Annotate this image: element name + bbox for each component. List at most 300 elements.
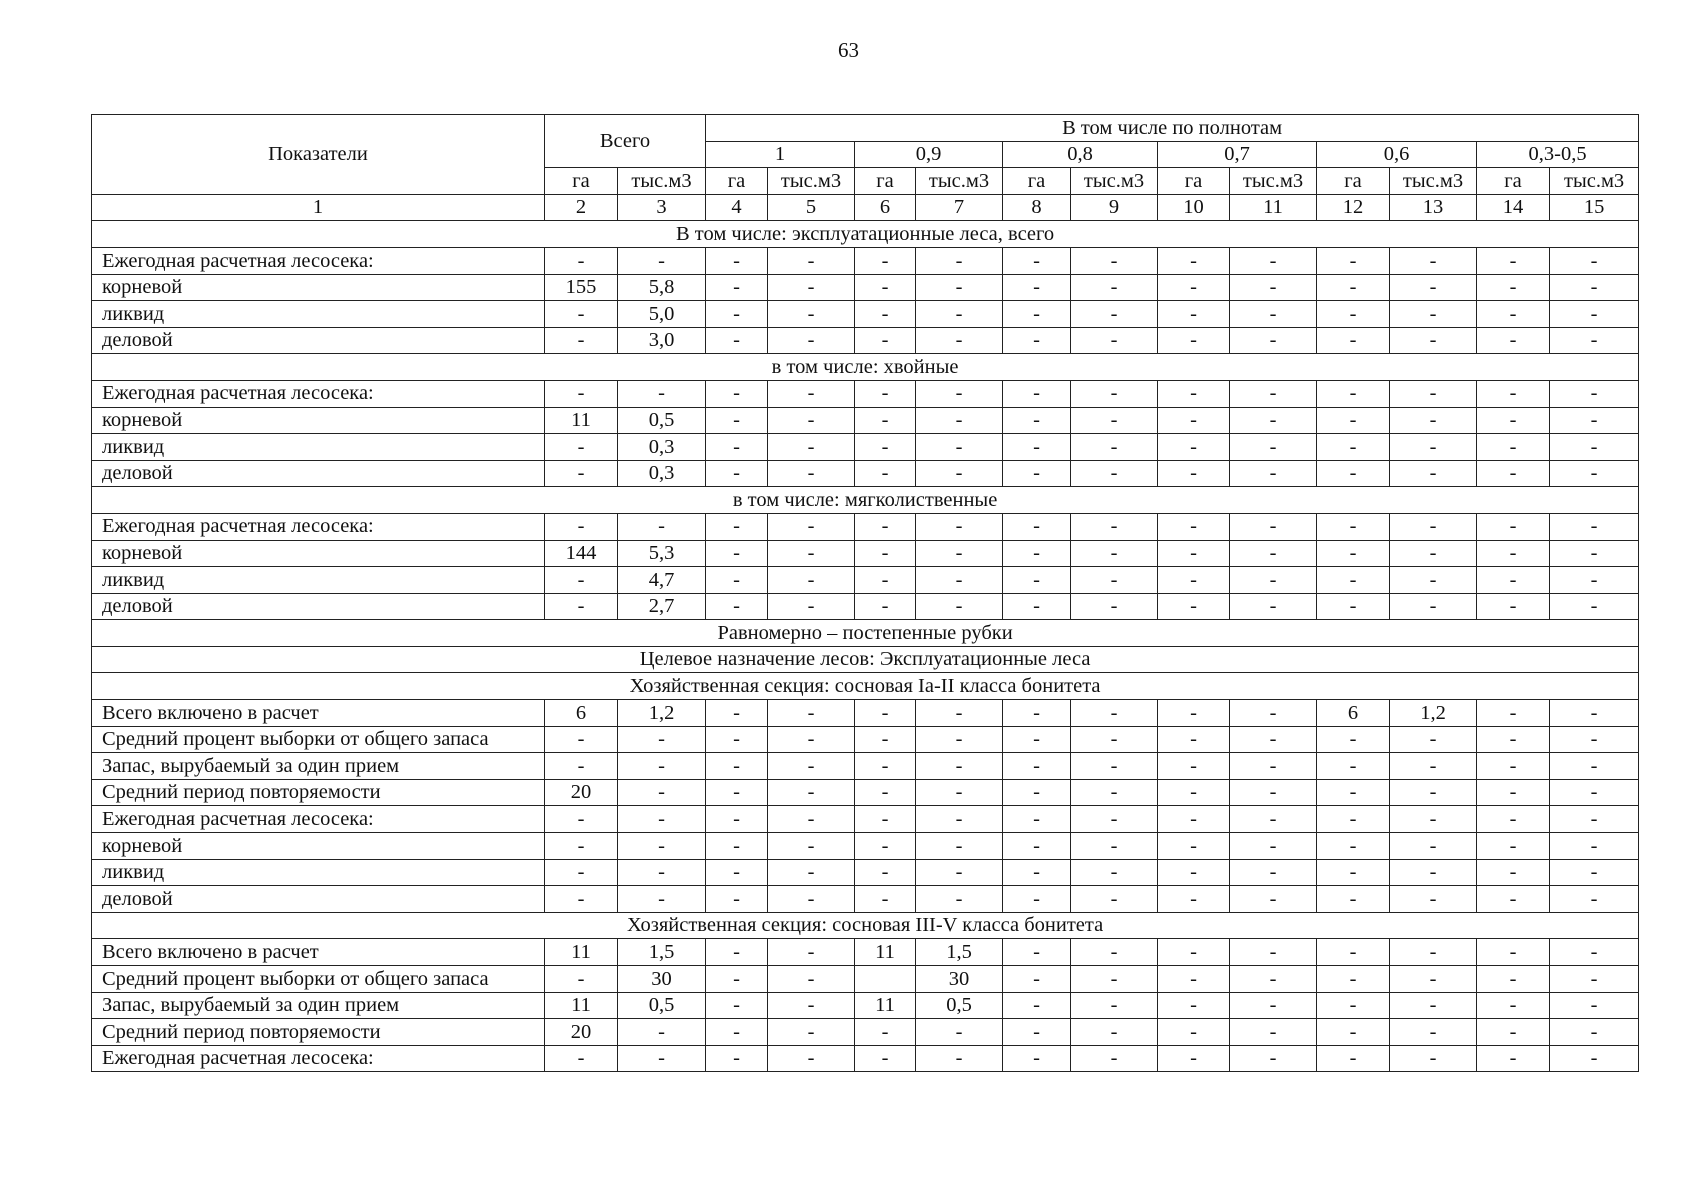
- table-cell: -: [768, 700, 855, 727]
- section-header-row: [92, 620, 1639, 647]
- table-cell: -: [1071, 380, 1158, 407]
- column-number: 2: [545, 194, 618, 221]
- table-row: [92, 833, 1639, 860]
- table-cell: -: [1550, 753, 1639, 780]
- unit-volume: тыс.м3: [1550, 168, 1639, 195]
- table-cell: 30: [916, 966, 1003, 993]
- row-label: Средний период повторяемости: [92, 1019, 545, 1046]
- table-cell: -: [916, 700, 1003, 727]
- column-number: 13: [1390, 194, 1477, 221]
- table-cell: -: [1477, 593, 1550, 620]
- table-cell: -: [1550, 434, 1639, 461]
- table-cell: -: [1071, 700, 1158, 727]
- row-label: Ежегодная расчетная лесосека:: [92, 513, 545, 540]
- table-cell: -: [1003, 992, 1071, 1019]
- table-cell: -: [1071, 327, 1158, 354]
- table-cell: -: [1550, 966, 1639, 993]
- table-cell: -: [1550, 1045, 1639, 1072]
- table-cell: -: [1390, 540, 1477, 567]
- table-cell: -: [1550, 886, 1639, 913]
- table-cell: -: [916, 434, 1003, 461]
- table-cell: -: [1550, 460, 1639, 487]
- row-label: корневой: [92, 274, 545, 301]
- table-cell: -: [1550, 247, 1639, 274]
- table-cell: -: [916, 753, 1003, 780]
- header-indicator: Показатели: [92, 115, 545, 195]
- table-cell: -: [706, 327, 768, 354]
- header-density: 0,7: [1158, 141, 1317, 168]
- unit-area: га: [1158, 168, 1230, 195]
- table-cell: 0,5: [618, 407, 706, 434]
- table-cell: 11: [545, 939, 618, 966]
- table-cell: -: [1317, 1045, 1390, 1072]
- column-number: 14: [1477, 194, 1550, 221]
- table-cell: -: [916, 327, 1003, 354]
- section-header-row: [92, 673, 1639, 700]
- table-cell: -: [1317, 779, 1390, 806]
- table-cell: -: [1230, 859, 1317, 886]
- table-cell: -: [1071, 726, 1158, 753]
- table-cell: -: [1071, 274, 1158, 301]
- table-cell: -: [1230, 247, 1317, 274]
- table-cell: -: [1158, 274, 1230, 301]
- table-cell: -: [1550, 939, 1639, 966]
- table-cell: -: [1390, 753, 1477, 780]
- row-label: ликвид: [92, 434, 545, 461]
- table-cell: -: [1003, 939, 1071, 966]
- table-cell: -: [1003, 567, 1071, 594]
- table-cell: -: [916, 247, 1003, 274]
- table-cell: -: [706, 513, 768, 540]
- table-cell: -: [916, 593, 1003, 620]
- table-row: [92, 540, 1639, 567]
- table-cell: -: [768, 567, 855, 594]
- table-row: [92, 593, 1639, 620]
- table-cell: -: [768, 1045, 855, 1072]
- table-cell: -: [855, 247, 916, 274]
- table-cell: -: [768, 540, 855, 567]
- table-cell: -: [545, 753, 618, 780]
- table-cell: -: [1071, 247, 1158, 274]
- table-cell: -: [768, 460, 855, 487]
- table-cell: -: [916, 540, 1003, 567]
- header-density: 0,8: [1003, 141, 1158, 168]
- table-cell: -: [768, 327, 855, 354]
- table-cell: -: [1390, 966, 1477, 993]
- table-cell: -: [545, 833, 618, 860]
- table-cell: -: [1158, 966, 1230, 993]
- table-cell: -: [1477, 380, 1550, 407]
- table-cell: -: [1158, 247, 1230, 274]
- table-cell: -: [1003, 726, 1071, 753]
- table-cell: -: [618, 380, 706, 407]
- table-cell: -: [1477, 1019, 1550, 1046]
- table-cell: 20: [545, 1019, 618, 1046]
- table-cell: -: [855, 806, 916, 833]
- table-row: [92, 301, 1639, 328]
- table-cell: -: [855, 380, 916, 407]
- table-cell: -: [1230, 407, 1317, 434]
- table-cell: -: [1003, 833, 1071, 860]
- table-cell: -: [1390, 726, 1477, 753]
- table-row: [92, 886, 1639, 913]
- table-cell: -: [855, 513, 916, 540]
- column-number: 11: [1230, 194, 1317, 221]
- table-cell: -: [706, 806, 768, 833]
- table-cell: -: [768, 939, 855, 966]
- table-cell: -: [545, 460, 618, 487]
- table-cell: -: [1390, 567, 1477, 594]
- table-cell: -: [1230, 434, 1317, 461]
- table-cell: -: [1477, 407, 1550, 434]
- table-cell: -: [1317, 1019, 1390, 1046]
- section-title: В том числе: эксплуатационные леса, всего: [92, 221, 1639, 248]
- table-cell: -: [1003, 407, 1071, 434]
- table-cell: -: [618, 886, 706, 913]
- table-cell: -: [1390, 886, 1477, 913]
- table-cell: -: [1390, 939, 1477, 966]
- table-cell: -: [1390, 513, 1477, 540]
- table-cell: -: [545, 513, 618, 540]
- table-cell: -: [706, 593, 768, 620]
- row-label: деловой: [92, 593, 545, 620]
- table-cell: -: [1158, 540, 1230, 567]
- row-label: Средний период повторяемости: [92, 779, 545, 806]
- table-cell: -: [1477, 327, 1550, 354]
- table-cell: -: [1550, 274, 1639, 301]
- table-cell: -: [706, 407, 768, 434]
- unit-area: га: [1317, 168, 1390, 195]
- table-cell: -: [1158, 513, 1230, 540]
- table-cell: -: [855, 1019, 916, 1046]
- table-cell: -: [1003, 593, 1071, 620]
- table-cell: -: [1390, 460, 1477, 487]
- table-cell: -: [1071, 460, 1158, 487]
- table-row: [92, 567, 1639, 594]
- table-cell: -: [768, 966, 855, 993]
- section-header-row: [92, 912, 1639, 939]
- column-number: 5: [768, 194, 855, 221]
- row-label: деловой: [92, 327, 545, 354]
- table-row: [92, 939, 1639, 966]
- table-cell: -: [618, 247, 706, 274]
- row-label: Ежегодная расчетная лесосека:: [92, 380, 545, 407]
- section-title: Целевое назначение лесов: Эксплуатационные леса: [92, 646, 1639, 673]
- table-row: [92, 753, 1639, 780]
- table-cell: 11: [855, 992, 916, 1019]
- table-cell: -: [1477, 434, 1550, 461]
- header-density: 0,3-0,5: [1477, 141, 1639, 168]
- table-cell: -: [1477, 966, 1550, 993]
- table-cell: -: [855, 886, 916, 913]
- table-cell: -: [1317, 327, 1390, 354]
- table-cell: -: [1317, 407, 1390, 434]
- table-cell: 0,3: [618, 460, 706, 487]
- table-cell: -: [855, 833, 916, 860]
- table-cell: -: [1003, 806, 1071, 833]
- table-cell: -: [545, 886, 618, 913]
- table-cell: -: [1550, 540, 1639, 567]
- table-cell: -: [1317, 460, 1390, 487]
- table-cell: -: [855, 327, 916, 354]
- table-cell: 5,3: [618, 540, 706, 567]
- column-number: 1: [92, 194, 545, 221]
- table-cell: -: [1230, 726, 1317, 753]
- table-cell: -: [916, 806, 1003, 833]
- row-label: деловой: [92, 886, 545, 913]
- row-label: ликвид: [92, 567, 545, 594]
- table-cell: -: [1230, 301, 1317, 328]
- table-cell: -: [916, 833, 1003, 860]
- table-cell: -: [768, 806, 855, 833]
- table-cell: -: [1230, 567, 1317, 594]
- row-label: Запас, вырубаемый за один прием: [92, 992, 545, 1019]
- table-cell: -: [1071, 753, 1158, 780]
- table-cell: -: [768, 380, 855, 407]
- table-cell: -: [1477, 833, 1550, 860]
- table-cell: -: [1003, 247, 1071, 274]
- table-cell: -: [1158, 726, 1230, 753]
- table-cell: -: [1390, 247, 1477, 274]
- table-cell: -: [916, 407, 1003, 434]
- table-cell: 11: [545, 992, 618, 1019]
- table-cell: -: [1550, 859, 1639, 886]
- table-cell: -: [1071, 1045, 1158, 1072]
- table-cell: [855, 966, 916, 993]
- table-cell: -: [768, 247, 855, 274]
- table-cell: -: [1003, 380, 1071, 407]
- table-cell: -: [916, 380, 1003, 407]
- table-cell: -: [1071, 407, 1158, 434]
- table-cell: -: [618, 1045, 706, 1072]
- row-label: Средний процент выборки от общего запаса: [92, 966, 545, 993]
- table-cell: -: [545, 859, 618, 886]
- table-cell: 0,3: [618, 434, 706, 461]
- table-cell: -: [618, 833, 706, 860]
- table-cell: 5,0: [618, 301, 706, 328]
- column-number-row: [92, 194, 1639, 221]
- column-number: 8: [1003, 194, 1071, 221]
- table-cell: -: [1071, 1019, 1158, 1046]
- table-cell: -: [855, 700, 916, 727]
- table-cell: -: [706, 1045, 768, 1072]
- table-cell: 4,7: [618, 567, 706, 594]
- table-cell: -: [1230, 460, 1317, 487]
- table-cell: -: [1317, 540, 1390, 567]
- table-cell: -: [768, 779, 855, 806]
- table-cell: -: [1158, 567, 1230, 594]
- table-cell: -: [768, 301, 855, 328]
- table-cell: -: [1317, 434, 1390, 461]
- table-cell: 6: [545, 700, 618, 727]
- table-cell: -: [768, 434, 855, 461]
- table-cell: -: [545, 434, 618, 461]
- table-cell: -: [618, 726, 706, 753]
- section-header-row: [92, 487, 1639, 514]
- table-cell: -: [1071, 540, 1158, 567]
- table-cell: -: [1317, 833, 1390, 860]
- table-cell: -: [545, 966, 618, 993]
- table-cell: -: [855, 460, 916, 487]
- table-cell: -: [1158, 779, 1230, 806]
- table-row: [92, 460, 1639, 487]
- table-cell: -: [1477, 753, 1550, 780]
- table-cell: -: [1477, 1045, 1550, 1072]
- table-cell: -: [545, 593, 618, 620]
- table-cell: -: [545, 301, 618, 328]
- section-title: Равномерно – постепенные рубки: [92, 620, 1639, 647]
- table-cell: -: [1317, 992, 1390, 1019]
- table-cell: -: [706, 1019, 768, 1046]
- table-cell: -: [1230, 380, 1317, 407]
- table-cell: -: [1230, 540, 1317, 567]
- table-cell: -: [1477, 992, 1550, 1019]
- table-cell: -: [1003, 859, 1071, 886]
- table-cell: -: [1390, 593, 1477, 620]
- table-cell: -: [1317, 939, 1390, 966]
- header-density: 0,6: [1317, 141, 1477, 168]
- table-cell: -: [618, 1019, 706, 1046]
- column-number: 6: [855, 194, 916, 221]
- row-label: Всего включено в расчет: [92, 700, 545, 727]
- table-cell: -: [1158, 460, 1230, 487]
- table-cell: -: [1477, 779, 1550, 806]
- table-cell: -: [1230, 833, 1317, 860]
- table-cell: 11: [545, 407, 618, 434]
- table-cell: -: [1230, 886, 1317, 913]
- section-title: Хозяйственная секция: сосновая Ia-II класса бонитета: [92, 673, 1639, 700]
- table-cell: -: [855, 434, 916, 461]
- table-row: [92, 247, 1639, 274]
- table-cell: 1,2: [618, 700, 706, 727]
- table-cell: -: [916, 886, 1003, 913]
- column-number: 4: [706, 194, 768, 221]
- table-cell: -: [855, 567, 916, 594]
- table-cell: -: [1550, 327, 1639, 354]
- table-cell: -: [706, 274, 768, 301]
- table-row: [92, 327, 1639, 354]
- table-row: [92, 274, 1639, 301]
- table-cell: -: [1390, 301, 1477, 328]
- table-cell: -: [1230, 779, 1317, 806]
- table-cell: -: [855, 540, 916, 567]
- table-cell: -: [768, 1019, 855, 1046]
- table-cell: 1,5: [916, 939, 1003, 966]
- table-cell: -: [1477, 726, 1550, 753]
- table-cell: -: [706, 966, 768, 993]
- table-cell: -: [916, 1045, 1003, 1072]
- table-cell: -: [1477, 886, 1550, 913]
- table-cell: -: [1317, 859, 1390, 886]
- table-cell: -: [1390, 992, 1477, 1019]
- table-cell: -: [1390, 779, 1477, 806]
- table-cell: -: [1550, 513, 1639, 540]
- table-cell: -: [1003, 513, 1071, 540]
- unit-area: га: [706, 168, 768, 195]
- table-cell: -: [706, 434, 768, 461]
- table-cell: -: [1317, 513, 1390, 540]
- table-cell: -: [1158, 593, 1230, 620]
- column-number: 9: [1071, 194, 1158, 221]
- unit-area: га: [855, 168, 916, 195]
- table-cell: -: [1477, 806, 1550, 833]
- table-cell: -: [1550, 1019, 1639, 1046]
- row-label: корневой: [92, 540, 545, 567]
- table-cell: -: [855, 859, 916, 886]
- table-cell: -: [1003, 540, 1071, 567]
- table-cell: -: [1071, 513, 1158, 540]
- section-header-row: [92, 646, 1639, 673]
- table-cell: -: [916, 567, 1003, 594]
- unit-volume: тыс.м3: [1230, 168, 1317, 195]
- table-cell: 20: [545, 779, 618, 806]
- table-cell: -: [1550, 380, 1639, 407]
- table-cell: -: [545, 1045, 618, 1072]
- row-label: Ежегодная расчетная лесосека:: [92, 806, 545, 833]
- table-cell: -: [1230, 1045, 1317, 1072]
- table-cell: -: [855, 753, 916, 780]
- table-cell: -: [1158, 434, 1230, 461]
- table-cell: -: [706, 247, 768, 274]
- table-cell: -: [1158, 806, 1230, 833]
- table-cell: -: [768, 833, 855, 860]
- table-cell: -: [1477, 513, 1550, 540]
- table-cell: -: [855, 274, 916, 301]
- unit-volume: тыс.м3: [916, 168, 1003, 195]
- table-row: [92, 1019, 1639, 1046]
- table-cell: -: [706, 700, 768, 727]
- table-cell: -: [768, 274, 855, 301]
- unit-area: га: [1003, 168, 1071, 195]
- table-cell: -: [706, 939, 768, 966]
- table-cell: -: [545, 247, 618, 274]
- table-cell: -: [1390, 1045, 1477, 1072]
- column-number: 12: [1317, 194, 1390, 221]
- table-cell: 3,0: [618, 327, 706, 354]
- row-label: Средний процент выборки от общего запаса: [92, 726, 545, 753]
- table-cell: -: [618, 779, 706, 806]
- row-label: Запас, вырубаемый за один прием: [92, 753, 545, 780]
- table-cell: -: [1071, 833, 1158, 860]
- table-cell: -: [545, 806, 618, 833]
- table-cell: -: [1550, 833, 1639, 860]
- header-row-1: [92, 115, 1639, 142]
- table-row: [92, 806, 1639, 833]
- table-cell: -: [1158, 1045, 1230, 1072]
- table-cell: -: [916, 1019, 1003, 1046]
- table-cell: -: [1390, 1019, 1477, 1046]
- table-cell: -: [1230, 939, 1317, 966]
- table-cell: -: [618, 859, 706, 886]
- table-cell: -: [768, 513, 855, 540]
- table-cell: -: [1317, 274, 1390, 301]
- table-cell: -: [1317, 806, 1390, 833]
- table-cell: 144: [545, 540, 618, 567]
- table-cell: -: [1230, 700, 1317, 727]
- section-title: в том числе: мягколиственные: [92, 487, 1639, 514]
- table-cell: -: [1477, 247, 1550, 274]
- table-cell: -: [855, 407, 916, 434]
- table-cell: -: [1230, 966, 1317, 993]
- table-row: [92, 700, 1639, 727]
- table-cell: -: [545, 567, 618, 594]
- table-cell: -: [768, 726, 855, 753]
- table-row: [92, 859, 1639, 886]
- table-cell: -: [1158, 859, 1230, 886]
- table-cell: -: [855, 593, 916, 620]
- table-cell: -: [768, 992, 855, 1019]
- table-cell: 155: [545, 274, 618, 301]
